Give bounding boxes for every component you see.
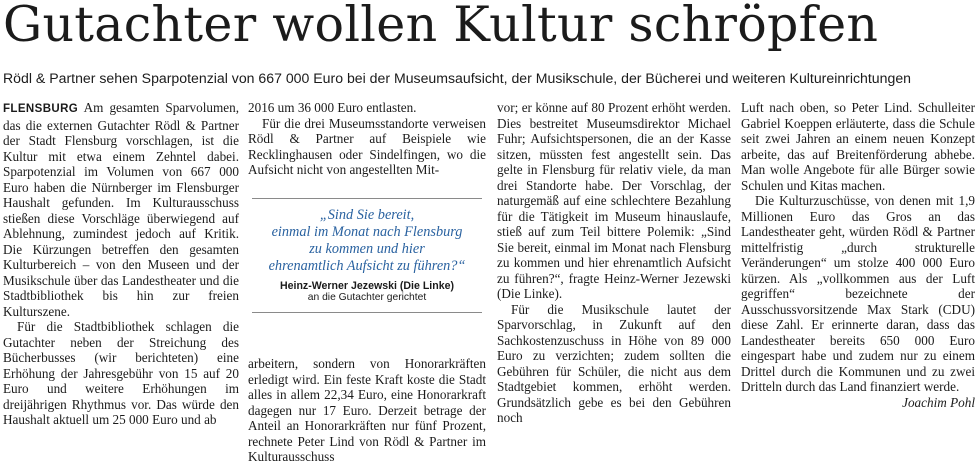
pull-quote xyxy=(248,196,486,346)
column-3 xyxy=(497,100,731,426)
pull-quote-text xyxy=(248,207,486,275)
quote-rule-top xyxy=(252,198,482,199)
column-2-bottom xyxy=(248,356,486,465)
headline: Gutachter wollen Kultur schröpfen xyxy=(3,0,879,53)
paragraph xyxy=(3,100,239,319)
subheadline: Rödl & Partner sehen Sparpotenzial von 667 000 Euro bei der Museumsaufsicht, der Musikschule, der Bücherei und weiteren Kultureinrichtungen xyxy=(3,70,912,86)
column-1 xyxy=(3,100,239,428)
quote-line: zu kommen und hier xyxy=(309,241,425,257)
column-4 xyxy=(741,100,975,410)
paragraph: Für die Musikschule lautet der Sparvorschlag, in Zukunft auf den Sachkostenzuschuss in Höhe von 89 000 Euro zu verzichten; zudem sollten die Gebühren für Schüler, die nicht aus dem Stadtgebiet kommen, erhöht werden. Grundsätzlich gebe es bei den Gebühren noch xyxy=(497,301,731,425)
quote-line: ehrenamtlich Aufsicht zu führen?“ xyxy=(268,258,466,274)
paragraph: Für die Stadtbibliothek schlagen die Gutachter neben der Streichung des Bücherbusses (wir berichteten) eine Erhöhung der Jahresgebühr von 15 auf 20 Euro und weitere Erhöhungen im dreijährigen Rhythmus vor. Das würde den Haushalt aktuell um 25 000 Euro und ab xyxy=(3,319,239,427)
paragraph: Für die drei Museumsstandorte verweisen Rödl & Partner auf Beispiele wie Recklinghausen oder Sindelfingen, wo die Aufsicht nicht von angestellten Mit- xyxy=(248,115,486,177)
column-2-top xyxy=(248,100,486,178)
quote-attribution-role: an die Gutachter gerichtet xyxy=(307,292,427,303)
quote-attribution-name: Heinz-Werner Jezewski (Die Linke) xyxy=(279,280,455,292)
quote-rule-bottom xyxy=(252,312,482,313)
paragraph: Die Kulturzuschüsse, von denen mit 1,9 Millionen Euro das Gros an das Landestheater geht, würden Rödl & Partner mittelfristig „durch strukturelle Veränderungen“ um stolze 400 000 Euro kürzen. Als „vollkommen aus der Luft gegriffen“ bezeichnete der Ausschussvorsitzende Max Stark (CDU) diese Zahl. Er erinnerte daran, dass das Landestheater bereits 650 000 Euro eingespart habe und zudem nur zu einem Drittel durch die Kommunen und zu zwei Dritteln durch das Land finanziert werde. xyxy=(741,193,975,394)
author-byline: Joachim Pohl xyxy=(902,394,975,410)
quote-line: „Sind Sie bereit, xyxy=(319,207,415,223)
paragraph: 2016 um 36 000 Euro entlasten. xyxy=(248,100,417,115)
paragraph-text: Am gesamten Sparvolumen, das die externen Gutachter Rödl & Partner der Stadt Flensburg vorschlagen, ist die Kultur mit etwa einem Zehntel dabei. Sparpotenzial im Volumen von 667 000 Euro haben die Nürnberger im Flensburger Haushalt gefunden. Im Kulturausschuss stießen diese Vorschläge überwiegend auf Ablehnung, zumindest jedoch auf Kritik. Die Kürzungen betreffen den gesamten Kulturbereich – von den Museen und der Musikschule über das Landestheater und die Stadtbibliothek bis hin zur freien Kulturszene. xyxy=(3,100,240,319)
paragraph: arbeitern, sondern von Honorarkräften erledigt wird. Ein feste Kraft koste die Stadt alles in allem 22,34 Euro, eine Honorarkraft dagegen nur 17 Euro. Derzeit betrage der Anteil an Honorarkräften nur fünf Prozent, rechnete Peter Lind von Rödl & Partner im Kulturausschuss xyxy=(248,356,486,464)
quote-line: einmal im Monat nach Flensburg xyxy=(271,224,463,240)
dateline: FLENSBURG xyxy=(3,103,79,115)
paragraph: Luft nach oben, so Peter Lind. Schulleiter Gabriel Koeppen erläuterte, dass die Schule seit zwei Jahren an einem neuen Konzept arbeite, das auf Breitenförderung abhebe. Man wolle Angebote für alle Bürger sowie Schulen und Kitas machen. xyxy=(741,100,975,193)
paragraph: vor; er könne auf 80 Prozent erhöht werden. Dies bestreitet Museumsdirektor Michael Fuhr; Aufsichtspersonen, die an der Kasse sitzen, müssten fest angestellt sein. Das gelte in Flensburg für relativ viele, da man drei Standorte habe. Der Vorschlag, der naturgemäß auf eine schlechtere Bezahlung für die Tätigkeit im Museum hinauslaufe, stieß auf zum Teil bittere Polemik: „Sind Sie bereit, einmal im Monat nach Flensburg zu kommen und hier ehrenamtlich Aufsicht zu führen?“, fragte Heinz-Werner Jezewski (Die Linke). xyxy=(497,100,731,301)
